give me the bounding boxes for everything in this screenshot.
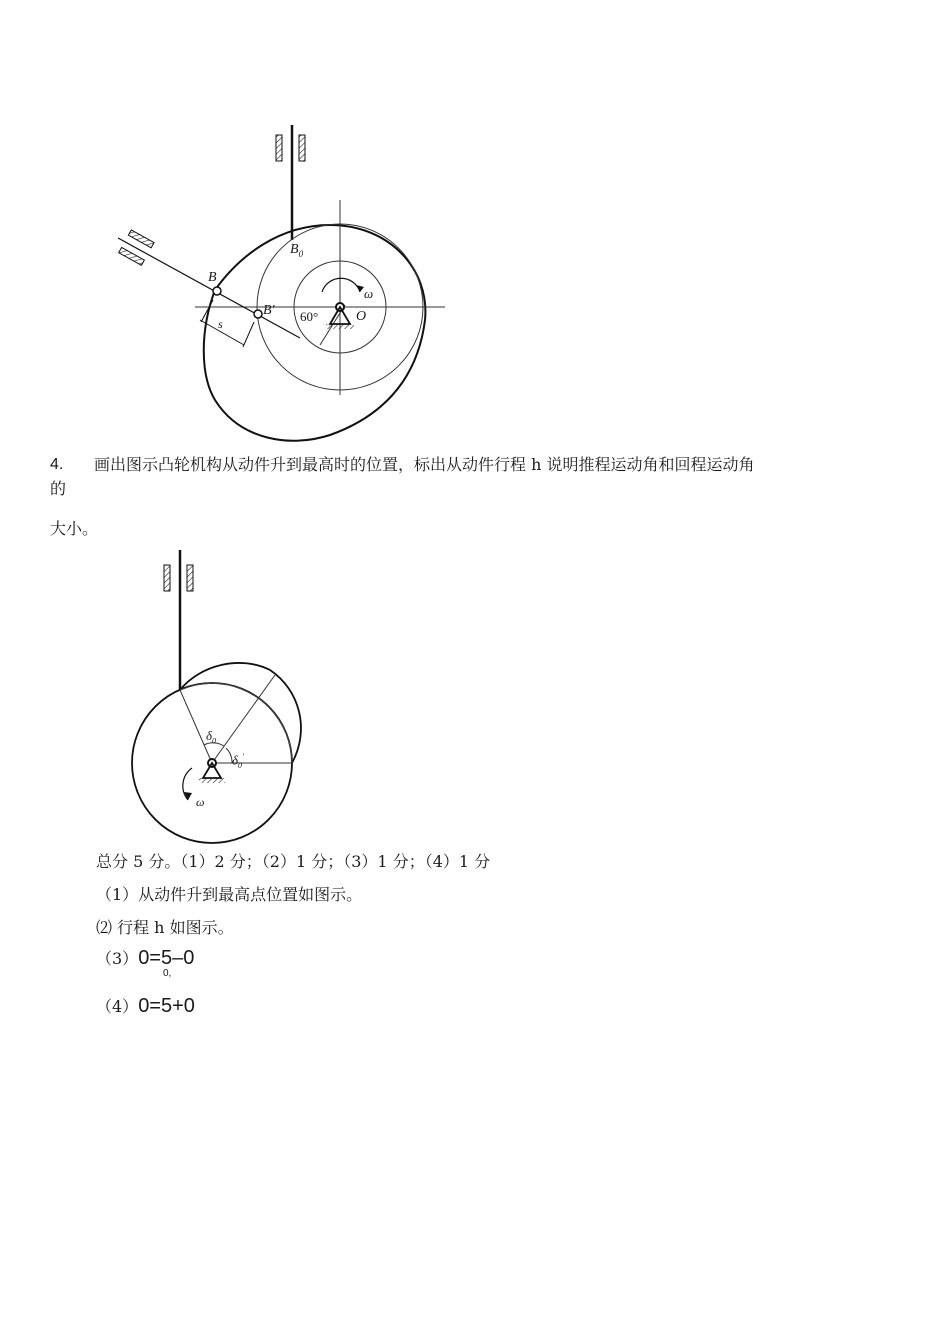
- guide-right: [299, 135, 305, 161]
- point-B: [213, 287, 221, 295]
- question-line-2: 大小。: [50, 519, 99, 538]
- question-line-1: 画出图示凸轮机构从动件升到最高时的位置，标出从动件行程 h 说明推程运动角和回程运动角: [94, 455, 755, 474]
- cam-figure-2: [125, 545, 315, 845]
- label-O: O: [356, 309, 367, 324]
- question-number: 4.: [50, 456, 64, 473]
- label-B: B: [208, 270, 217, 285]
- point-B-prime: [254, 310, 262, 318]
- omega-arrowhead: [356, 285, 364, 292]
- answer-1: （1）从动件升到最高点位置如图示。: [96, 885, 363, 904]
- s-ext-2: [243, 322, 254, 347]
- answer-3: [96, 948, 194, 969]
- label-omega-1: ω: [364, 286, 374, 301]
- answer-2: ⑵ 行程 h 如图示。: [96, 918, 234, 937]
- inclined-follower-line: [118, 238, 300, 338]
- label-angle-60: 60°: [300, 309, 319, 324]
- cam-figure-1: [100, 110, 460, 450]
- cam-figure-2-svg: [125, 545, 315, 845]
- cam-figure-1-svg: [100, 110, 460, 450]
- pivot-ground: [326, 324, 354, 329]
- answer-3-formula: 0=5–0: [138, 947, 195, 969]
- answer-4: [96, 996, 195, 1017]
- guide-left: [276, 135, 282, 161]
- answer-3-sub: 0,: [163, 968, 172, 979]
- omega-arc: [322, 278, 360, 292]
- answer-score-line: 总分 5 分。（1）2 分；（2）1 分；（3）1 分；（4）1 分: [96, 852, 491, 871]
- pivot-ground-2: [199, 778, 225, 783]
- label-delta0-prime: $\delta_0'$: [232, 752, 244, 770]
- answer-4-prefix: （4）: [96, 997, 139, 1016]
- answer-3-prefix: （3）: [96, 949, 139, 968]
- label-B-prime: B': [263, 303, 275, 318]
- label-s: s: [218, 317, 223, 331]
- label-omega-2: ω: [196, 795, 205, 809]
- guide-left-2: [164, 565, 170, 591]
- label-B0: $B_0$: [290, 242, 304, 259]
- answer-4-formula: 0=5+0: [138, 995, 195, 1017]
- guide-right-2: [187, 565, 193, 591]
- cam-profile: [204, 225, 426, 441]
- label-delta0: $\delta_0$: [206, 728, 217, 746]
- question-line-1-tail: 的: [50, 479, 67, 498]
